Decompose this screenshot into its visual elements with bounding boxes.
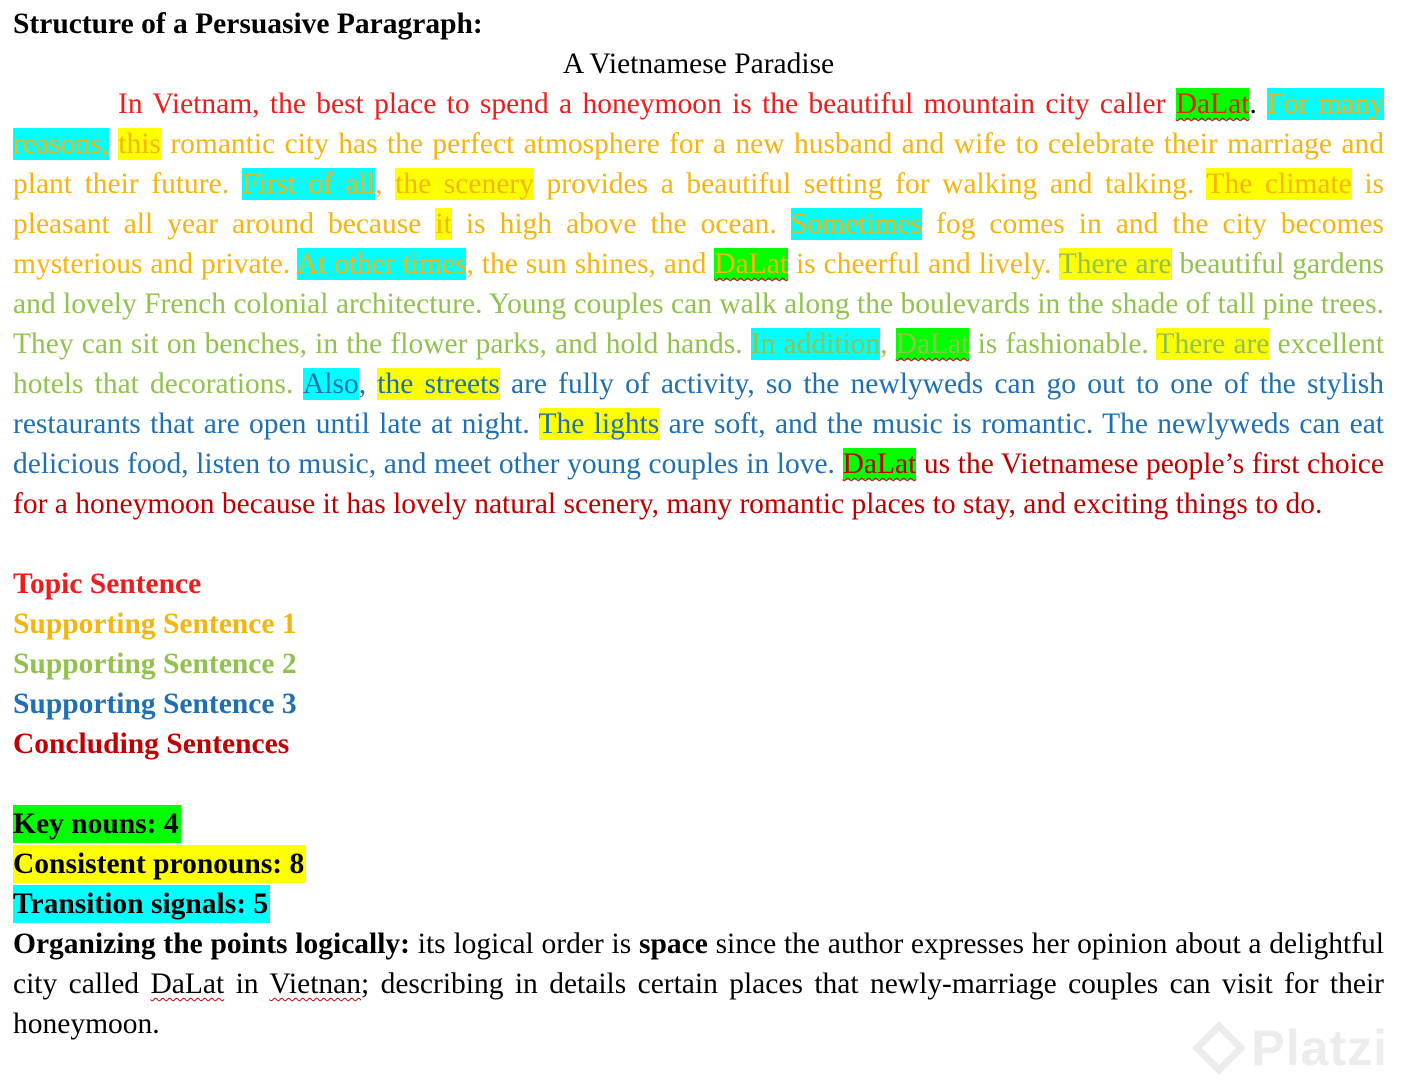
legend-supporting-sentence-1: Supporting Sentence 1 [13, 608, 297, 640]
pronoun-the-streets: the streets [377, 368, 500, 400]
legend-supporting-sentence-3: Supporting Sentence 3 [13, 688, 297, 720]
transition-signals-count: Transition signals: 5 [13, 885, 270, 923]
support1-text: , the sun shines, and [466, 248, 715, 280]
support3-text: are fully of activity, so the newlyweds can go out to one of the stylish restaurants that are open until late at night. [13, 368, 1384, 440]
support2-text: beautiful gardens and lovely French colonial architecture. Young couples can walk along the boulevards in the shade of tall pine trees. They can sit on benches, in the flower parks, and hold hands. [13, 248, 1384, 360]
transition-at-other-times: At other times [296, 248, 467, 280]
transition-also: Also [302, 368, 359, 400]
support1-text: provides a beautiful setting for walking and talking. [533, 168, 1207, 200]
key-noun-dalat: DaLat [714, 248, 789, 280]
document-page [13, 4, 1384, 1044]
pronoun-this: this [118, 128, 161, 160]
legend-supporting-sentence-2: Supporting Sentence 2 [13, 648, 297, 680]
support3-text: are soft, and the music is romantic. The newlyweds can eat delicious food, listen to music, and meet other young couples in love. [13, 408, 1385, 480]
count-transitions-line [13, 884, 1384, 924]
organizing-text: its logical order is [410, 928, 639, 960]
pronoun-it: it [435, 208, 452, 240]
support1-text: romantic city has the perfect atmosphere for a new husband and wife to celebrate their marriage and plant their future. [13, 128, 1385, 200]
key-noun-dalat: DaLat [842, 448, 917, 480]
support1-text: is cheerful and lively. [788, 248, 1059, 280]
support1-text: fog comes in and the city becomes mysterious and private. [13, 208, 1384, 280]
pronoun-the-scenery: the scenery [395, 168, 534, 200]
paragraph-title: A Vietnamese Paradise [562, 48, 835, 80]
concluding-text: us the Vietnamese people’s first choice for a honeymoon because it has lovely natural scenery, many romantic places to stay, and exciting things to do. [13, 448, 1384, 520]
key-nouns-count: Key nouns: 4 [13, 805, 181, 843]
comma: , [375, 168, 396, 200]
pronoun-the-climate: The climate [1206, 168, 1352, 200]
comma: , [358, 368, 378, 400]
legend-concluding-sentences: Concluding Sentences [13, 728, 290, 760]
support1-text: is high above the ocean. [451, 208, 791, 240]
spacer [13, 524, 1384, 564]
transition-sometimes: Sometimes [790, 208, 922, 240]
pronoun-there-are: There are [1156, 328, 1270, 360]
persuasive-paragraph [13, 84, 1384, 524]
spacer [13, 764, 1384, 804]
organizing-dalat: DaLat [150, 968, 225, 1000]
organizing-space: space [638, 928, 708, 960]
transition-for-many-reasons: For many reasons, [13, 88, 1384, 160]
organizing-text: ; describing in details certain places that newly-marriage couples can visit for their honeymoon. [13, 968, 1384, 1040]
count-pronouns-line [13, 844, 1384, 884]
topic-text: In Vietnam, the best place to spend a honeymoon is the beautiful mountain city caller [118, 88, 1176, 120]
key-noun-dalat: DaLat [1175, 88, 1250, 120]
transition-in-addition: In addition [750, 328, 881, 360]
comma: , [880, 328, 896, 360]
transition-first-of-all: First of all [241, 168, 376, 200]
pronoun-the-lights: The lights [538, 408, 660, 440]
organizing-label: Organizing the points logically: [13, 928, 411, 960]
legend-topic-sentence: Topic Sentence [13, 568, 202, 600]
support2-text: excellent hotels that decorations. [13, 328, 1385, 400]
section-heading: Structure of a Persuasive Paragraph: [13, 8, 483, 40]
platzi-logo-icon [1193, 1022, 1245, 1074]
topic-sentence [118, 88, 1249, 120]
organizing-text: since the author expresses her opinion about a delightful city called [13, 928, 1384, 1000]
period: . [1249, 88, 1257, 120]
organizing-paragraph [13, 924, 1384, 1044]
platzi-watermark [1193, 1019, 1388, 1077]
watermark-text: Platzi [1251, 1020, 1388, 1076]
key-noun-dalat: DaLat [895, 328, 970, 360]
organizing-text: in [224, 968, 270, 1000]
support1-text: is pleasant all year around because [13, 168, 1385, 240]
consistent-pronouns-count: Consistent pronouns: 8 [13, 845, 306, 883]
support2-text: is fashionable. [969, 328, 1157, 360]
pronoun-there-are: There are [1058, 248, 1172, 280]
organizing-vietnan: Vietnan [269, 968, 361, 1000]
count-key-nouns-line [13, 804, 1384, 844]
